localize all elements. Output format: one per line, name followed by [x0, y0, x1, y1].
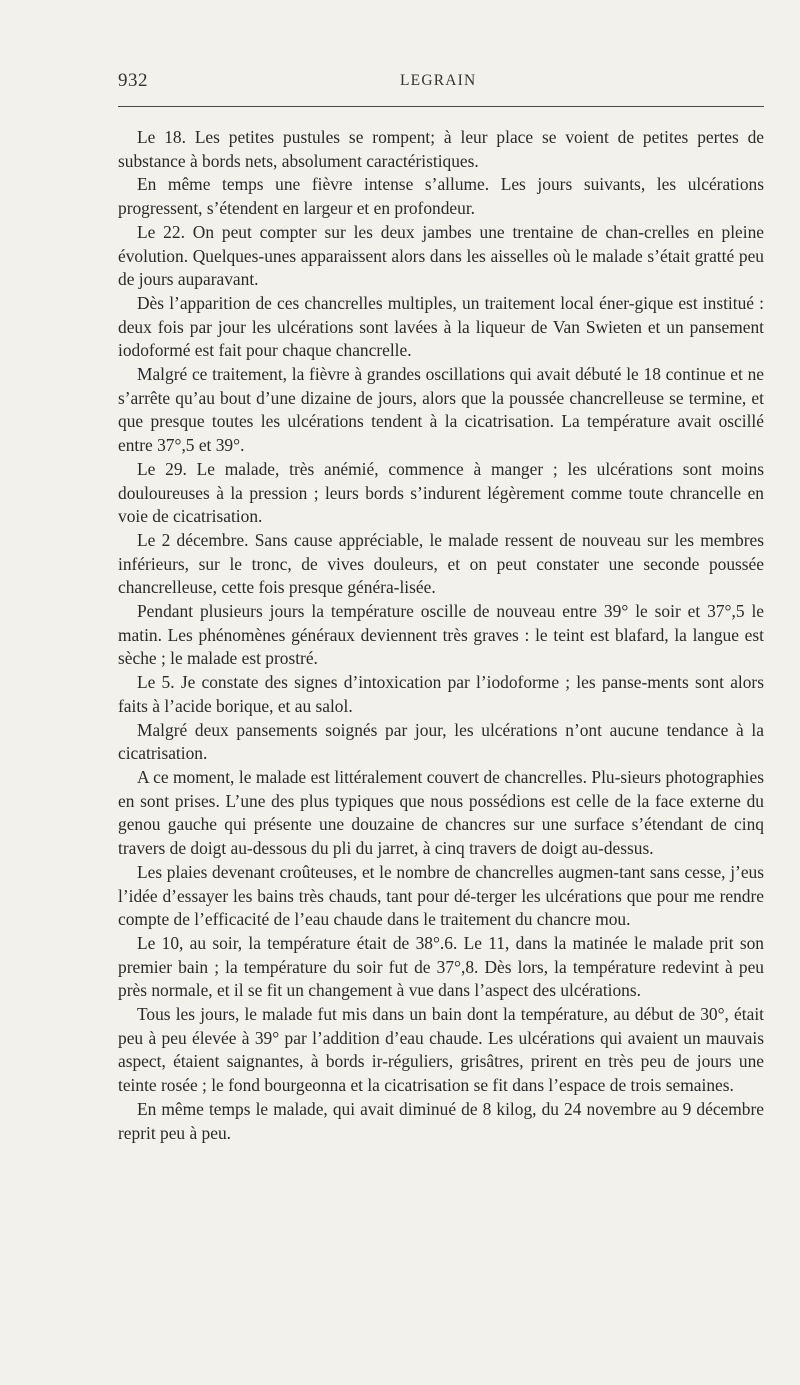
header-rule: [118, 106, 764, 107]
paragraph: Le 5. Je constate des signes d’intoxication par l’iodoforme ; les panse-ments sont alors faits à l’acide borique, et au salol.: [118, 672, 764, 716]
body-text: [118, 126, 764, 1145]
paragraph: A ce moment, le malade est littéralement couvert de chancrelles. Plu-sieurs photographies en sont prises. L’une des plus typiques que nous possédions est celle de la face externe du genou gauche qui présente une douzaine de chancres sur une surface s’étendant de cinq travers de doigt au-dessous du pli du jarret, à cinq travers de doigt au-dessus.: [118, 766, 764, 859]
paragraph: Le 22. On peut compter sur les deux jambes une trentaine de chan-crelles en pleine évolution. Quelques-unes apparaissent alors dans les aisselles où le malade s’était gratté peu de jours auparavant.: [118, 221, 764, 290]
paragraph: Malgré ce traitement, la fièvre à grandes oscillations qui avait débuté le 18 continue et ne s’arrête qu’au bout d’une dizaine de jours, alors que la poussée chancrelleuse se termine, et que presque toutes les ulcérations tendent à la cicatrisation. La température avait oscillé entre 37°,5 et 39°.: [118, 364, 764, 456]
paragraph: Malgré deux pansements soignés par jour, les ulcérations n’ont aucune tendance à la cicatrisation.: [118, 719, 764, 764]
paragraph: Les plaies devenant croûteuses, et le nombre de chancrelles augmen-tant sans cesse, j’eus l’idée d’essayer les bains très chauds, tant pour dé-terger les ulcérations que pour me rendre compte de l’efficacité de l’eau chaude dans le traitement du chancre mou.: [118, 861, 764, 930]
running-title: LEGRAIN: [400, 72, 477, 89]
paragraph: Le 18. Les petites pustules se rompent; à leur place se voient de petites pertes de substance à bords nets, absolument caractéristiques.: [118, 127, 764, 171]
paragraph: En même temps une fièvre intense s’allume. Les jours suivants, les ulcérations progressent, s’étendent en largeur et en profondeur.: [118, 174, 764, 219]
paragraph: Tous les jours, le malade fut mis dans un bain dont la température, au début de 30°, était peu à peu élevée à 39° par l’addition d’eau chaude. Les ulcérations qui avaient un mauvais aspect, étaient saignantes, à bords ir-réguliers, grisâtres, prirent en très peu de jours une teinte rosée ; le fond bourgeonna et la cicatrisation se fit dans l’espace de trois semaines.: [118, 1004, 764, 1096]
paragraph: En même temps le malade, qui avait diminué de 8 kilog, du 24 novembre au 9 décembre reprit peu à peu.: [118, 1098, 764, 1143]
paragraph: Pendant plusieurs jours la température oscille de nouveau entre 39° le soir et 37°,5 le matin. Les phénomènes généraux deviennent très graves : le teint est blafard, la langue est sèche ; le malade est prostré.: [118, 601, 764, 669]
paragraph: Le 10, au soir, la température était de 38°.6. Le 11, dans la matinée le malade prit son premier bain ; la température du soir fut de 37°,8. Dès lors, la température redevint à peu près normale, et il se fit un changement à vue dans l’aspect des ulcérations.: [118, 932, 764, 1001]
paragraph: Le 29. Le malade, très anémié, commence à manger ; les ulcérations sont moins douloureuses à la pression ; leurs bords s’indurent légèrement comme toute chrancelle en voie de cicatrisation.: [118, 458, 764, 527]
paragraph: Dès l’apparition de ces chancrelles multiples, un traitement local éner-gique est institué : deux fois par jour les ulcérations sont lavées à la liqueur de Van Swieten et un pansement iodoformé est fait pour chaque chancrelle.: [118, 292, 764, 361]
page-number: 932: [118, 70, 148, 91]
page-header: [118, 70, 764, 100]
paragraph: Le 2 décembre. Sans cause appréciable, le malade ressent de nouveau sur les membres inférieurs, sur le tronc, de vives douleurs, et on peut constater une seconde poussée chancrelleuse, cette fois presque généra-lisée.: [118, 529, 764, 598]
